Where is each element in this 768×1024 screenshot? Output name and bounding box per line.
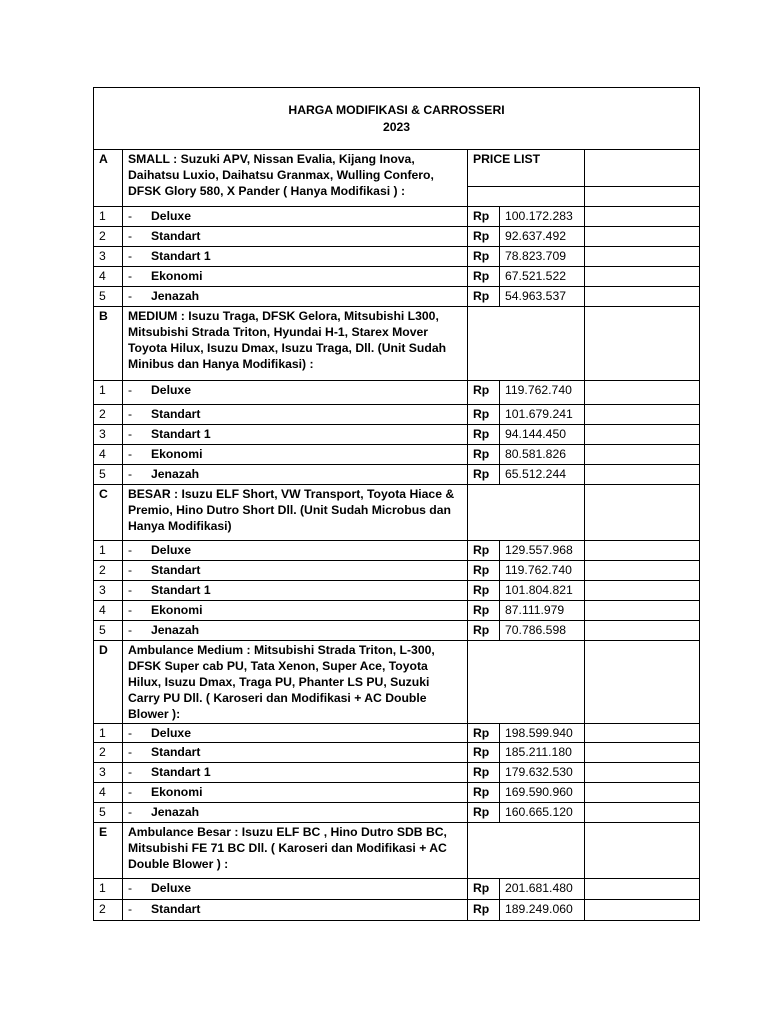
empty-cell	[585, 621, 700, 641]
item-name: Jenazah	[151, 805, 200, 819]
title-line-2: 2023	[382, 119, 411, 134]
empty-cell	[468, 823, 585, 879]
currency-label: Rp	[468, 803, 500, 823]
price-row	[94, 267, 700, 287]
title-row	[94, 88, 700, 150]
item-price: 80.581.826	[500, 445, 585, 465]
price-row	[94, 724, 700, 743]
price-row	[94, 227, 700, 247]
item-name-cell	[123, 227, 468, 247]
item-price: 198.599.940	[500, 724, 585, 743]
item-price: 189.249.060	[500, 900, 585, 921]
item-price: 70.786.598	[500, 621, 585, 641]
price-row	[94, 601, 700, 621]
empty-cell	[585, 207, 700, 227]
price-row	[94, 207, 700, 227]
item-name: Deluxe	[151, 383, 191, 397]
currency-label: Rp	[468, 445, 500, 465]
currency-label: Rp	[468, 724, 500, 743]
empty-cell	[585, 227, 700, 247]
empty-cell	[468, 307, 585, 381]
item-number: 1	[94, 879, 123, 900]
item-number: 4	[94, 445, 123, 465]
item-name: Deluxe	[151, 726, 191, 740]
empty-cell	[585, 150, 700, 187]
item-number: 1	[94, 541, 123, 561]
title-line-1: HARGA MODIFIKASI & CARROSSERI	[288, 102, 505, 117]
section-letter: D	[94, 641, 123, 724]
empty-cell	[585, 445, 700, 465]
section-description: SMALL : Suzuki APV, Nissan Evalia, Kijang Inova, Daihatsu Luxio, Daihatsu Granmax, Wulling Confero, DFSK Glory 580, X Pander ( Hanya Modifikasi ) :	[123, 150, 468, 207]
item-dash: -	[128, 881, 133, 895]
currency-label: Rp	[468, 601, 500, 621]
item-number: 3	[94, 763, 123, 783]
item-dash: -	[128, 229, 133, 243]
empty-cell	[585, 187, 700, 207]
item-price: 54.963.537	[500, 287, 585, 307]
item-dash: -	[128, 765, 133, 779]
item-name-cell	[123, 287, 468, 307]
item-price: 94.144.450	[500, 425, 585, 445]
price-row	[94, 803, 700, 823]
item-number: 2	[94, 561, 123, 581]
price-row	[94, 405, 700, 425]
item-number: 4	[94, 267, 123, 287]
item-name-cell	[123, 425, 468, 445]
item-dash: -	[128, 447, 133, 461]
item-name-cell	[123, 465, 468, 485]
item-dash: -	[128, 269, 133, 283]
price-row	[94, 900, 700, 921]
item-dash: -	[128, 249, 133, 263]
item-name-cell	[123, 900, 468, 921]
section-letter: A	[94, 150, 123, 207]
item-number: 1	[94, 724, 123, 743]
item-name: Standart	[151, 745, 201, 759]
currency-label: Rp	[468, 247, 500, 267]
currency-label: Rp	[468, 541, 500, 561]
currency-label: Rp	[468, 207, 500, 227]
item-name: Ekonomi	[151, 447, 203, 461]
item-dash: -	[128, 785, 133, 799]
price-row	[94, 425, 700, 445]
item-number: 3	[94, 247, 123, 267]
item-dash: -	[128, 603, 133, 617]
price-row	[94, 287, 700, 307]
price-row	[94, 445, 700, 465]
item-name-cell	[123, 541, 468, 561]
empty-cell	[585, 485, 700, 541]
item-number: 2	[94, 227, 123, 247]
section-letter: B	[94, 307, 123, 381]
section-letter: E	[94, 823, 123, 879]
price-document	[93, 87, 699, 921]
item-name: Jenazah	[151, 467, 200, 481]
item-name-cell	[123, 207, 468, 227]
currency-label: Rp	[468, 581, 500, 601]
item-price: 119.762.740	[500, 381, 585, 405]
currency-label: Rp	[468, 227, 500, 247]
item-price: 101.679.241	[500, 405, 585, 425]
item-name-cell	[123, 381, 468, 405]
item-price: 65.512.244	[500, 465, 585, 485]
item-number: 2	[94, 900, 123, 921]
empty-cell	[585, 724, 700, 743]
item-dash: -	[128, 902, 133, 916]
currency-label: Rp	[468, 783, 500, 803]
item-price: 100.172.283	[500, 207, 585, 227]
item-number: 1	[94, 207, 123, 227]
price-row	[94, 561, 700, 581]
price-table	[93, 87, 700, 921]
section-description: BESAR : Isuzu ELF Short, VW Transport, Toyota Hiace & Premio, Hino Dutro Short Dll. (Unit Sudah Microbus dan Hanya Modifikasi)	[123, 485, 468, 541]
item-dash: -	[128, 726, 133, 740]
price-row	[94, 581, 700, 601]
item-name-cell	[123, 267, 468, 287]
currency-label: Rp	[468, 743, 500, 763]
item-name: Standart 1	[151, 249, 211, 263]
currency-label: Rp	[468, 763, 500, 783]
section-header-row	[94, 307, 700, 381]
item-name-cell	[123, 445, 468, 465]
currency-label: Rp	[468, 405, 500, 425]
empty-cell	[585, 381, 700, 405]
item-number: 5	[94, 803, 123, 823]
item-name: Standart 1	[151, 765, 211, 779]
empty-cell	[585, 405, 700, 425]
item-price: 67.521.522	[500, 267, 585, 287]
price-row	[94, 541, 700, 561]
item-dash: -	[128, 623, 133, 637]
item-price: 169.590.960	[500, 783, 585, 803]
item-price: 201.681.480	[500, 879, 585, 900]
item-name: Standart	[151, 407, 201, 421]
empty-cell	[585, 561, 700, 581]
empty-cell	[585, 743, 700, 763]
item-name: Standart	[151, 229, 201, 243]
price-row	[94, 879, 700, 900]
currency-label: Rp	[468, 465, 500, 485]
empty-cell	[585, 601, 700, 621]
item-name: Deluxe	[151, 209, 191, 223]
price-list-label: PRICE LIST	[468, 150, 585, 187]
empty-cell	[468, 485, 585, 541]
item-name-cell	[123, 561, 468, 581]
section-description: Ambulance Medium : Mitsubishi Strada Triton, L-300, DFSK Super cab PU, Tata Xenon, Super Ace, Toyota Hilux, Isuzu Dmax, Traga PU, Phanter LS PU, Suzuki Carry PU Dll. ( Karoseri dan Modifikasi + AC Double Blower ):	[123, 641, 468, 724]
empty-cell	[585, 465, 700, 485]
item-name: Standart 1	[151, 583, 211, 597]
currency-label: Rp	[468, 900, 500, 921]
section-header-row	[94, 641, 700, 724]
item-number: 4	[94, 601, 123, 621]
item-dash: -	[128, 383, 133, 397]
item-name: Standart	[151, 563, 201, 577]
item-number: 4	[94, 783, 123, 803]
section-header-row	[94, 150, 700, 187]
item-dash: -	[128, 563, 133, 577]
empty-cell	[585, 267, 700, 287]
empty-cell	[585, 783, 700, 803]
currency-label: Rp	[468, 287, 500, 307]
item-dash: -	[128, 209, 133, 223]
document-title	[94, 88, 700, 150]
empty-cell	[585, 581, 700, 601]
item-number: 3	[94, 581, 123, 601]
item-price: 119.762.740	[500, 561, 585, 581]
currency-label: Rp	[468, 621, 500, 641]
item-price: 185.211.180	[500, 743, 585, 763]
item-name-cell	[123, 581, 468, 601]
item-number: 2	[94, 405, 123, 425]
item-name-cell	[123, 724, 468, 743]
item-name: Deluxe	[151, 881, 191, 895]
item-dash: -	[128, 805, 133, 819]
empty-cell	[585, 641, 700, 724]
item-name-cell	[123, 879, 468, 900]
price-row	[94, 763, 700, 783]
empty-cell	[585, 247, 700, 267]
item-name: Jenazah	[151, 623, 200, 637]
item-price: 78.823.709	[500, 247, 585, 267]
empty-cell	[585, 287, 700, 307]
item-dash: -	[128, 745, 133, 759]
currency-label: Rp	[468, 879, 500, 900]
section-description: MEDIUM : Isuzu Traga, DFSK Gelora, Mitsubishi L300, Mitsubishi Strada Triton, Hyundai H-1, Starex Mover Toyota Hilux, Isuzu Dmax, Isuzu Traga, Dll. (Unit Sudah Minibus dan Hanya Modifikasi) :	[123, 307, 468, 381]
item-price: 101.804.821	[500, 581, 585, 601]
item-dash: -	[128, 467, 133, 481]
section-letter: C	[94, 485, 123, 541]
item-name-cell	[123, 803, 468, 823]
empty-cell	[585, 541, 700, 561]
item-number: 2	[94, 743, 123, 763]
section-header-row	[94, 823, 700, 879]
item-price: 92.637.492	[500, 227, 585, 247]
empty-cell	[585, 803, 700, 823]
item-name-cell	[123, 743, 468, 763]
currency-label: Rp	[468, 381, 500, 405]
empty-cell	[468, 187, 585, 207]
price-row	[94, 247, 700, 267]
currency-label: Rp	[468, 425, 500, 445]
item-name: Ekonomi	[151, 603, 203, 617]
item-number: 3	[94, 425, 123, 445]
empty-cell	[585, 879, 700, 900]
item-name: Ekonomi	[151, 269, 203, 283]
empty-cell	[585, 307, 700, 381]
currency-label: Rp	[468, 561, 500, 581]
price-row	[94, 783, 700, 803]
empty-cell	[585, 425, 700, 445]
section-header-row	[94, 485, 700, 541]
item-dash: -	[128, 427, 133, 441]
empty-cell	[585, 900, 700, 921]
item-name: Ekonomi	[151, 785, 203, 799]
item-price: 129.557.968	[500, 541, 585, 561]
price-row	[94, 381, 700, 405]
item-price: 160.665.120	[500, 803, 585, 823]
item-number: 5	[94, 465, 123, 485]
item-name-cell	[123, 763, 468, 783]
empty-cell	[468, 641, 585, 724]
item-price: 179.632.530	[500, 763, 585, 783]
currency-label: Rp	[468, 267, 500, 287]
item-number: 1	[94, 381, 123, 405]
price-row	[94, 743, 700, 763]
item-name-cell	[123, 405, 468, 425]
item-name-cell	[123, 621, 468, 641]
item-price: 87.111.979	[500, 601, 585, 621]
item-number: 5	[94, 621, 123, 641]
item-dash: -	[128, 407, 133, 421]
section-description: Ambulance Besar : Isuzu ELF BC , Hino Dutro SDB BC, Mitsubishi FE 71 BC Dll. ( Karoseri dan Modifikasi + AC Double Blower ) :	[123, 823, 468, 879]
item-dash: -	[128, 289, 133, 303]
item-name-cell	[123, 601, 468, 621]
item-name-cell	[123, 783, 468, 803]
item-name: Standart	[151, 902, 201, 916]
price-row	[94, 621, 700, 641]
empty-cell	[585, 823, 700, 879]
item-number: 5	[94, 287, 123, 307]
item-name: Standart 1	[151, 427, 211, 441]
item-name: Deluxe	[151, 543, 191, 557]
item-name: Jenazah	[151, 289, 200, 303]
item-name-cell	[123, 247, 468, 267]
price-row	[94, 465, 700, 485]
item-dash: -	[128, 543, 133, 557]
item-dash: -	[128, 583, 133, 597]
empty-cell	[585, 763, 700, 783]
